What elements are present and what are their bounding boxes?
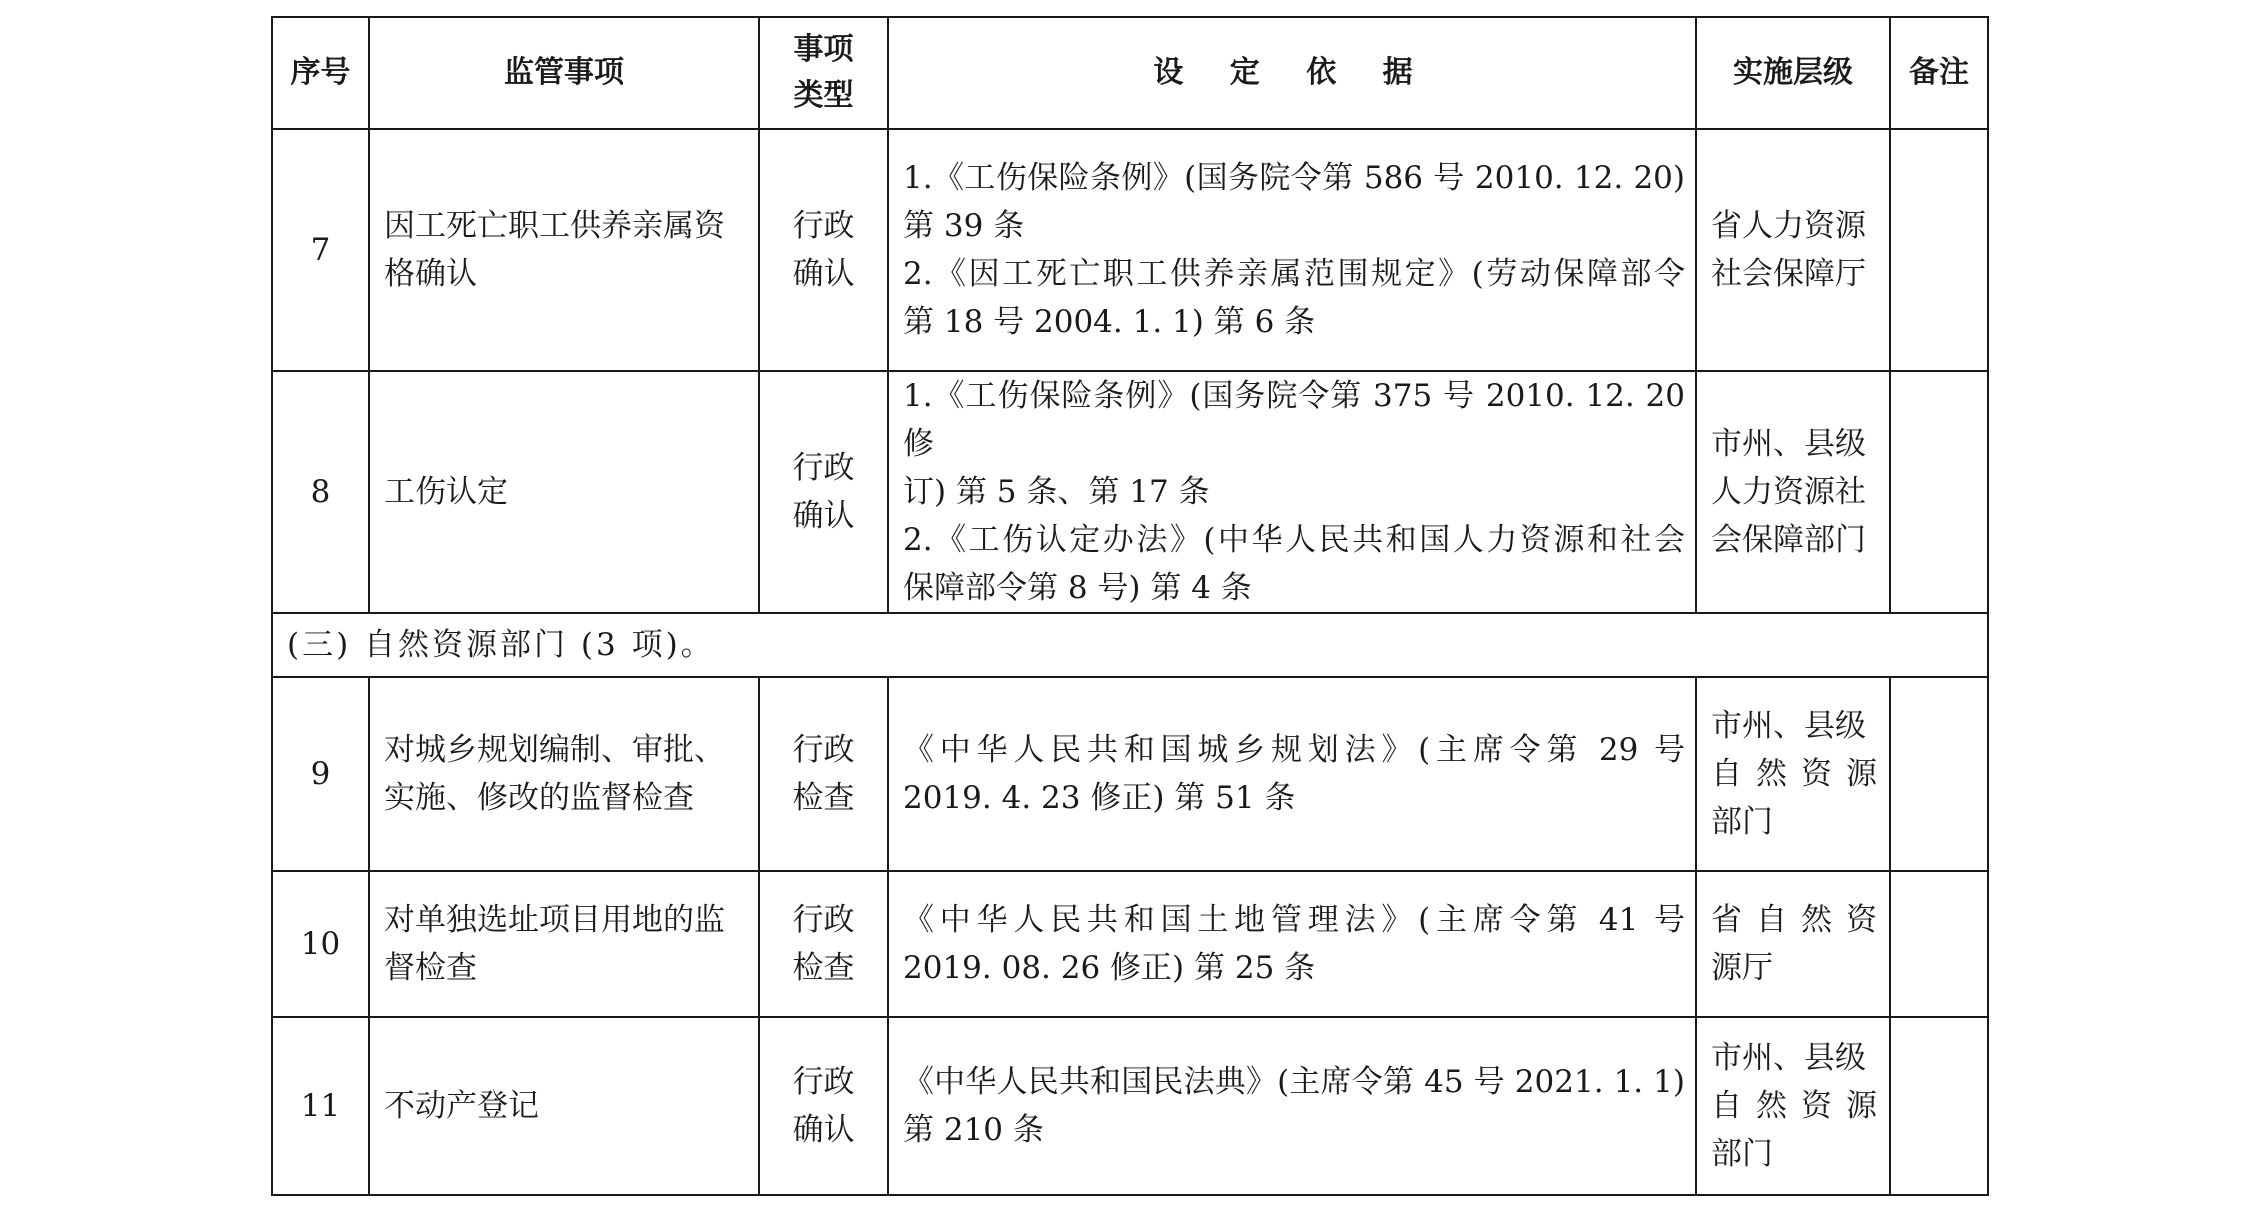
row-item: 对单独选址项目用地的监督检查 xyxy=(369,871,759,1017)
row-level: 市州、县级人力资源社会保障部门 xyxy=(1696,371,1890,613)
basis-line: 《中华人民共和国土地管理法》(主席令第 41 号 xyxy=(903,902,1685,938)
row-no: 8 xyxy=(272,371,369,613)
basis-line: 1.《工伤保险条例》(国务院令第 375 号 2010. 12. 20 修 xyxy=(903,378,1685,462)
level-line: 部门 xyxy=(1711,1136,1773,1172)
row-type xyxy=(759,677,888,871)
row-basis xyxy=(888,129,1696,371)
basis-line: 2019. 08. 26 修正) 第 25 条 xyxy=(903,950,1316,986)
basis-line: 第 39 条 xyxy=(903,208,1025,244)
basis-line: 2.《工伤认定办法》(中华人民共和国人力资源和社会 xyxy=(903,522,1685,558)
row-level xyxy=(1696,677,1890,871)
row-level: 省人力资源社会保障厅 xyxy=(1696,129,1890,371)
row-note xyxy=(1890,677,1988,871)
header-type xyxy=(759,17,888,129)
header-item: 监管事项 xyxy=(369,17,759,129)
basis-line: 第 18 号 2004. 1. 1) 第 6 条 xyxy=(903,304,1316,340)
basis-line: 保障部令第 8 号) 第 4 条 xyxy=(903,570,1252,606)
table-row xyxy=(272,371,1988,613)
row-type-text: 行政检查 xyxy=(792,732,855,816)
level-line: 部门 xyxy=(1711,804,1773,840)
level-line: 自 然 资 源 xyxy=(1711,756,1877,792)
row-type xyxy=(759,1017,888,1195)
row-type-text: 行政确认 xyxy=(792,1064,855,1148)
table-row xyxy=(272,1017,1988,1195)
row-no: 9 xyxy=(272,677,369,871)
row-note xyxy=(1890,871,1988,1017)
row-level xyxy=(1696,1017,1890,1195)
row-basis xyxy=(888,677,1696,871)
header-level: 实施层级 xyxy=(1696,17,1890,129)
row-item: 因工死亡职工供养亲属资格确认 xyxy=(369,129,759,371)
row-type-text: 行政确认 xyxy=(792,450,855,534)
row-type xyxy=(759,871,888,1017)
row-basis xyxy=(888,871,1696,1017)
row-basis xyxy=(888,371,1696,613)
row-type xyxy=(759,371,888,613)
row-type xyxy=(759,129,888,371)
header-basis: 设 定 依 据 xyxy=(888,17,1696,129)
row-note xyxy=(1890,371,1988,613)
table-row xyxy=(272,129,1988,371)
row-no: 10 xyxy=(272,871,369,1017)
basis-line: 2.《因工死亡职工供养亲属范围规定》(劳动保障部令 xyxy=(903,256,1685,292)
regulation-table xyxy=(271,16,1989,1196)
header-no: 序号 xyxy=(272,17,369,129)
table-row xyxy=(272,677,1988,871)
basis-line: 1.《工伤保险条例》(国务院令第 586 号 2010. 12. 20) xyxy=(903,160,1685,196)
table-row xyxy=(272,871,1988,1017)
level-line: 源厅 xyxy=(1711,950,1773,986)
level-line: 自 然 资 源 xyxy=(1711,1088,1877,1124)
row-type-text: 行政确认 xyxy=(792,208,855,292)
row-type-text: 行政检查 xyxy=(792,902,855,986)
row-item: 工伤认定 xyxy=(369,371,759,613)
basis-line: 2019. 4. 23 修正) 第 51 条 xyxy=(903,780,1296,816)
section-row xyxy=(272,613,1988,677)
row-item: 对城乡规划编制、审批、实施、修改的监督检查 xyxy=(369,677,759,871)
level-line: 省 自 然 资 xyxy=(1711,902,1877,938)
row-note xyxy=(1890,1017,1988,1195)
row-level xyxy=(1696,871,1890,1017)
row-basis xyxy=(888,1017,1696,1195)
basis-line: 第 210 条 xyxy=(903,1112,1044,1148)
row-no: 11 xyxy=(272,1017,369,1195)
header-note: 备注 xyxy=(1890,17,1988,129)
header-row xyxy=(272,17,1988,129)
level-line: 市州、县级 xyxy=(1711,708,1866,744)
basis-line: 订) 第 5 条、第 17 条 xyxy=(903,474,1210,510)
row-note xyxy=(1890,129,1988,371)
basis-line: 《中华人民共和国城乡规划法》(主席令第 29 号 xyxy=(903,732,1685,768)
level-line: 市州、县级 xyxy=(1711,1040,1866,1076)
row-item: 不动产登记 xyxy=(369,1017,759,1195)
header-type-text: 事项类型 xyxy=(793,32,854,113)
section-title: (三) 自然资源部门 (3 项)。 xyxy=(272,613,1988,677)
basis-line: 《中华人民共和国民法典》(主席令第 45 号 2021. 1. 1) xyxy=(903,1064,1685,1100)
row-no: 7 xyxy=(272,129,369,371)
